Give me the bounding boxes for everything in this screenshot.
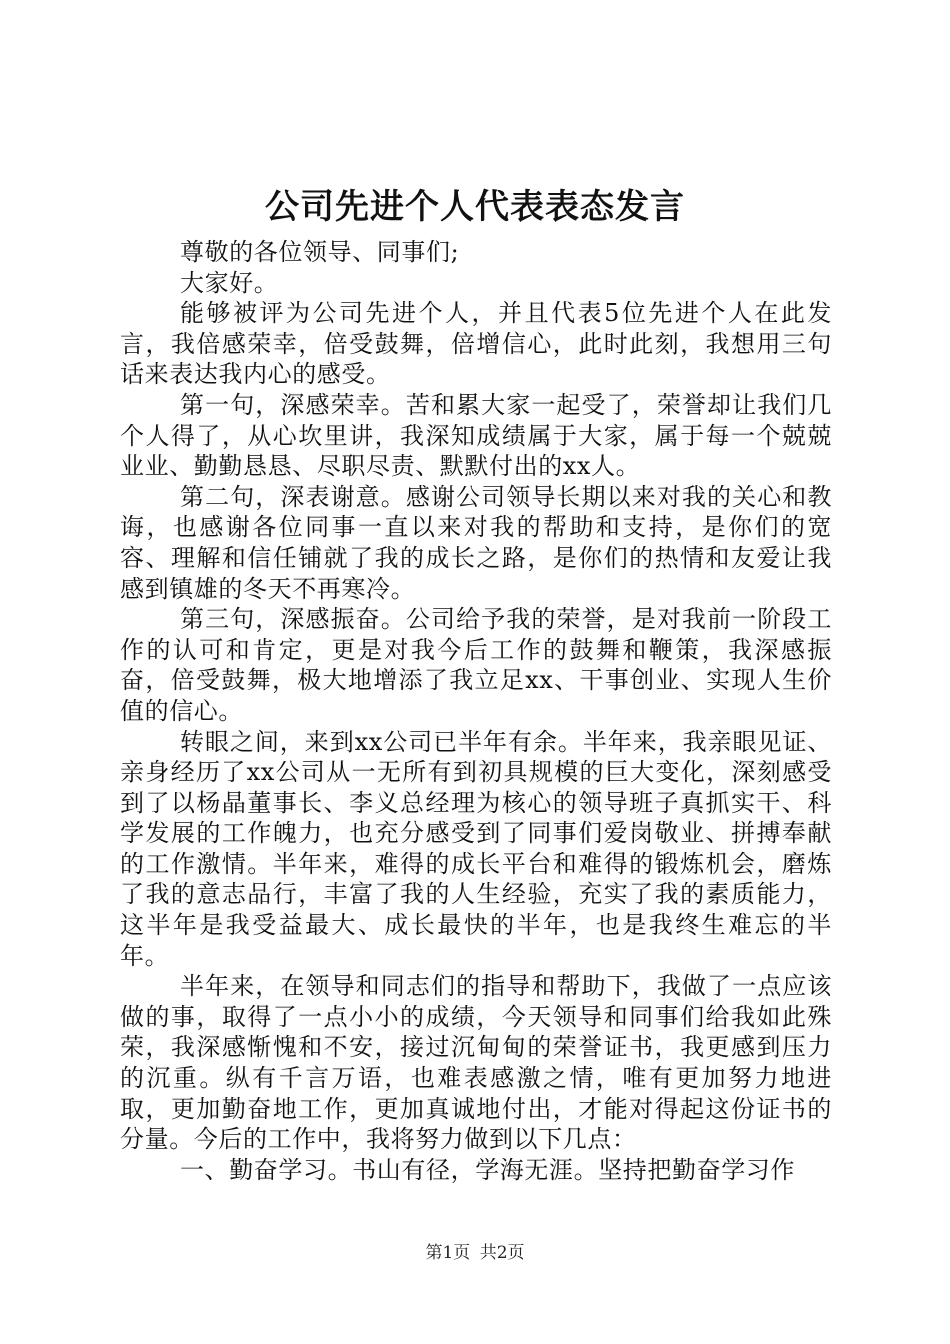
paragraph-point-one: 一、勤奋学习。书山有径，学海无涯。坚持把勤奋学习作	[180, 1155, 795, 1184]
paragraph-achievements: 半年来，在领导和同志们的指导和帮助下，我做了一点应该做的事，取得了一点小小的成绩，今天领导和同事们给我如此殊荣，我深感惭愧和不安，接过沉甸甸的荣誉证书，我更感到压力的沉重。纵有千言万语，也难表感激之情，唯有更加努力地进取，更加勤奋地工作，更加真诚地付出，才能对得起这份证书的分量。今后的工作中，我将努力做到以下几点：	[120, 972, 832, 1154]
page-footer	[0, 1242, 950, 1264]
paragraph-greeting: 大家好。	[180, 268, 279, 297]
page-total: 共2页	[479, 1243, 525, 1263]
document-body	[120, 237, 832, 1185]
paragraph-half-year: 转眼之间，来到xx公司已半年有余。半年来，我亲眼见证、亲身经历了xx公司从一无所有到初具规模的巨大变化，深刻感受到了以杨晶董事长、李义总经理为核心的领导班子真抓实干、科学发展的工作魄力，也充分感受到了同事们爱岗敬业、拼搏奉献的工作激情。半年来，难得的成长平台和难得的锻炼机会，磨炼了我的意志品行，丰富了我的人生经验，充实了我的素质能力，这半年是我受益最大、成长最快的半年，也是我终生难忘的半年。	[120, 727, 832, 970]
page-number: 第1页	[425, 1243, 471, 1263]
paragraph-first: 第一句，深感荣幸。苦和累大家一起受了，荣誉却让我们几个人得了，从心坎里讲，我深知成绩属于大家，属于每一个兢兢业业、勤勤恳恳、尽职尽责、默默付出的xx人。	[120, 390, 832, 481]
paragraph-intro: 能够被评为公司先进个人，并且代表5位先进个人在此发言，我倍感荣幸，倍受鼓舞，倍增信心，此时此刻，我想用三句话来表达我内心的感受。	[120, 299, 832, 389]
document-title: 公司先进个人代表表态发言	[265, 187, 685, 227]
paragraph-salutation: 尊敬的各位领导、同事们;	[180, 238, 460, 266]
paragraph-third: 第三句，深感振奋。公司给予我的荣誉，是对我前一阶段工作的认可和肯定，更是对我今后工作的鼓舞和鞭策，我深感振奋，倍受鼓舞，极大地增添了我立足xx、干事创业、实现人生价值的信心。	[120, 605, 832, 725]
paragraph-second: 第二句，深表谢意。感谢公司领导长期以来对我的关心和教诲，也感谢各位同事一直以来对我的帮助和支持，是你们的宽容、理解和信任铺就了我的成长之路，是你们的热情和友爱让我感到镇雄的冬天不再寒冷。	[120, 482, 832, 603]
